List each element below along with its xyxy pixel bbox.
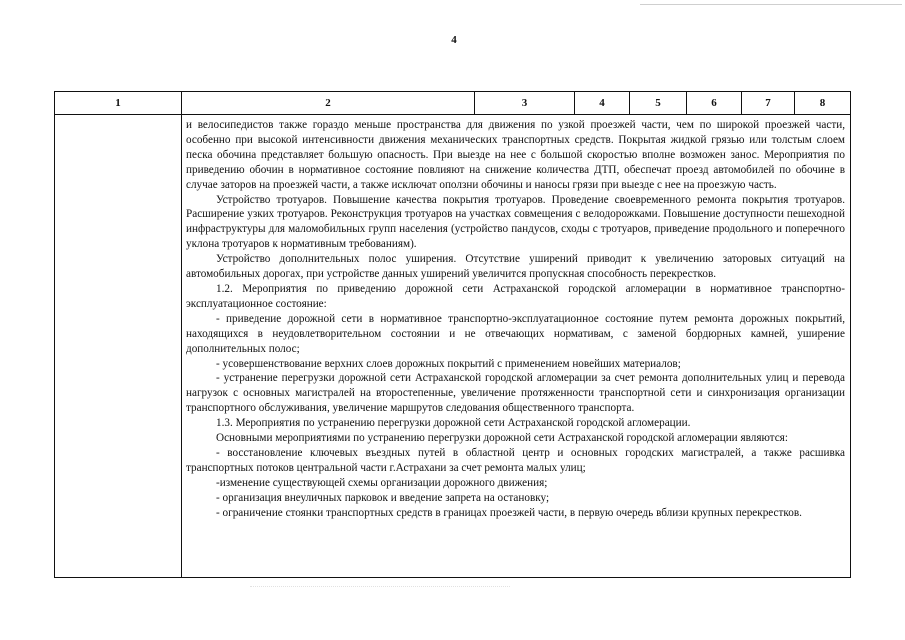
paragraph-section-1-2: 1.2. Мероприятия по приведению дорожной сети Астраханской городской агломерации в нормативное транспортно-эксплуатационное состояние: (186, 282, 845, 310)
column-header-6: 6 (687, 92, 742, 115)
column-header-4: 4 (575, 92, 630, 115)
list-item: - ограничение стоянки транспортных средств в границах проезжей части, в первую очередь вблизи крупных перекрестков. (216, 506, 802, 519)
list-item: -изменение существующей схемы организации дорожного движения; (216, 476, 548, 489)
list-item: - восстановление ключевых въездных путей в областной центр и основных городских магистралей, а также расшивка транспортных потоков центральной части г.Астрахани за счет ремонта малых улиц; (186, 446, 845, 474)
measures-text-cell (182, 115, 851, 578)
first-column-cell (55, 115, 182, 578)
paragraph-shoulders: и велосипедистов также гораздо меньше пространства для движения по узкой проезжей части, чем по широкой проезжей части, особенно при высокой интенсивности движения механических транспортных средств. Покрытая жидкой грязью или толстым слоем песка обочина представляет большую опасность. При выезде на нее с большой скоростью вполне возможен занос. Мероприятия по приведению обочин в нормативное состояние повлияют на снижение количества ДТП, обеспечат проезд автомобилей по обочине в случае заторов на проезжей части, а также исключат оползни обочины и наносы грязи при выезде с нее на проезжую часть. (186, 119, 845, 191)
paragraph-widening-lanes: Устройство дополнительных полос уширения. Отсутствие уширений приводит к увеличению заторовых ситуаций на автомобильных дорогах, при устройстве данных уширений увеличится пропускная способность перекрестков. (186, 253, 845, 281)
scan-noise-marks (250, 586, 510, 591)
column-header-3: 3 (475, 92, 575, 115)
list-item: - усовершенствование верхних слоев дорожных покрытий с применением новейших материалов; (216, 357, 681, 370)
column-header-1: 1 (55, 92, 182, 115)
page-number: 4 (451, 34, 457, 46)
document-table (54, 91, 851, 578)
list-item: - организация внеуличных парковок и введение запрета на остановку; (216, 491, 550, 504)
scan-top-rule (640, 4, 902, 5)
table-header-row (55, 92, 851, 115)
list-item: - приведение дорожной сети в нормативное транспортно-эксплуатационное состояние путем ремонта дорожных покрытий, находящихся в неудовлетворительном состоянии и не отвечающих нормативам, с заменой бордюрных камней, уширение дополнительных полос; (186, 312, 845, 355)
column-header-2: 2 (182, 92, 475, 115)
column-header-8: 8 (795, 92, 851, 115)
column-header-5: 5 (630, 92, 687, 115)
paragraph-sidewalks: Устройство тротуаров. Повышение качества покрытия тротуаров. Проведение своевременного ремонта покрытия тротуаров. Расширение узких тротуаров. Реконструкция тротуаров на участках совмещения с велодорожками. Повышение доступности пешеходной инфраструктуры для маломобильных групп населения (устройство пандусов, сходы с тротуаров, приведение продольного и поперечного уклона тротуаров к нормативным требованиям). (186, 193, 845, 251)
paragraph-main-measures: Основными мероприятиями по устранению перегрузки дорожной сети Астраханской городской агломерации являются: (216, 432, 788, 445)
table-body-row (55, 115, 851, 578)
column-header-7: 7 (742, 92, 795, 115)
list-item: - устранение перегрузки дорожной сети Астраханской городской агломерации за счет ремонта дополнительных улиц и перевода нагрузок с основных магистралей на второстепенные, увеличение протяженности транспортной сети и синхронизация организации транспортного обслуживания, увеличение маршрутов следования общественного транспорта. (186, 372, 845, 415)
paragraph-section-1-3: 1.3. Мероприятия по устранению перегрузки дорожной сети Астраханской городской агломерации. (216, 417, 691, 430)
